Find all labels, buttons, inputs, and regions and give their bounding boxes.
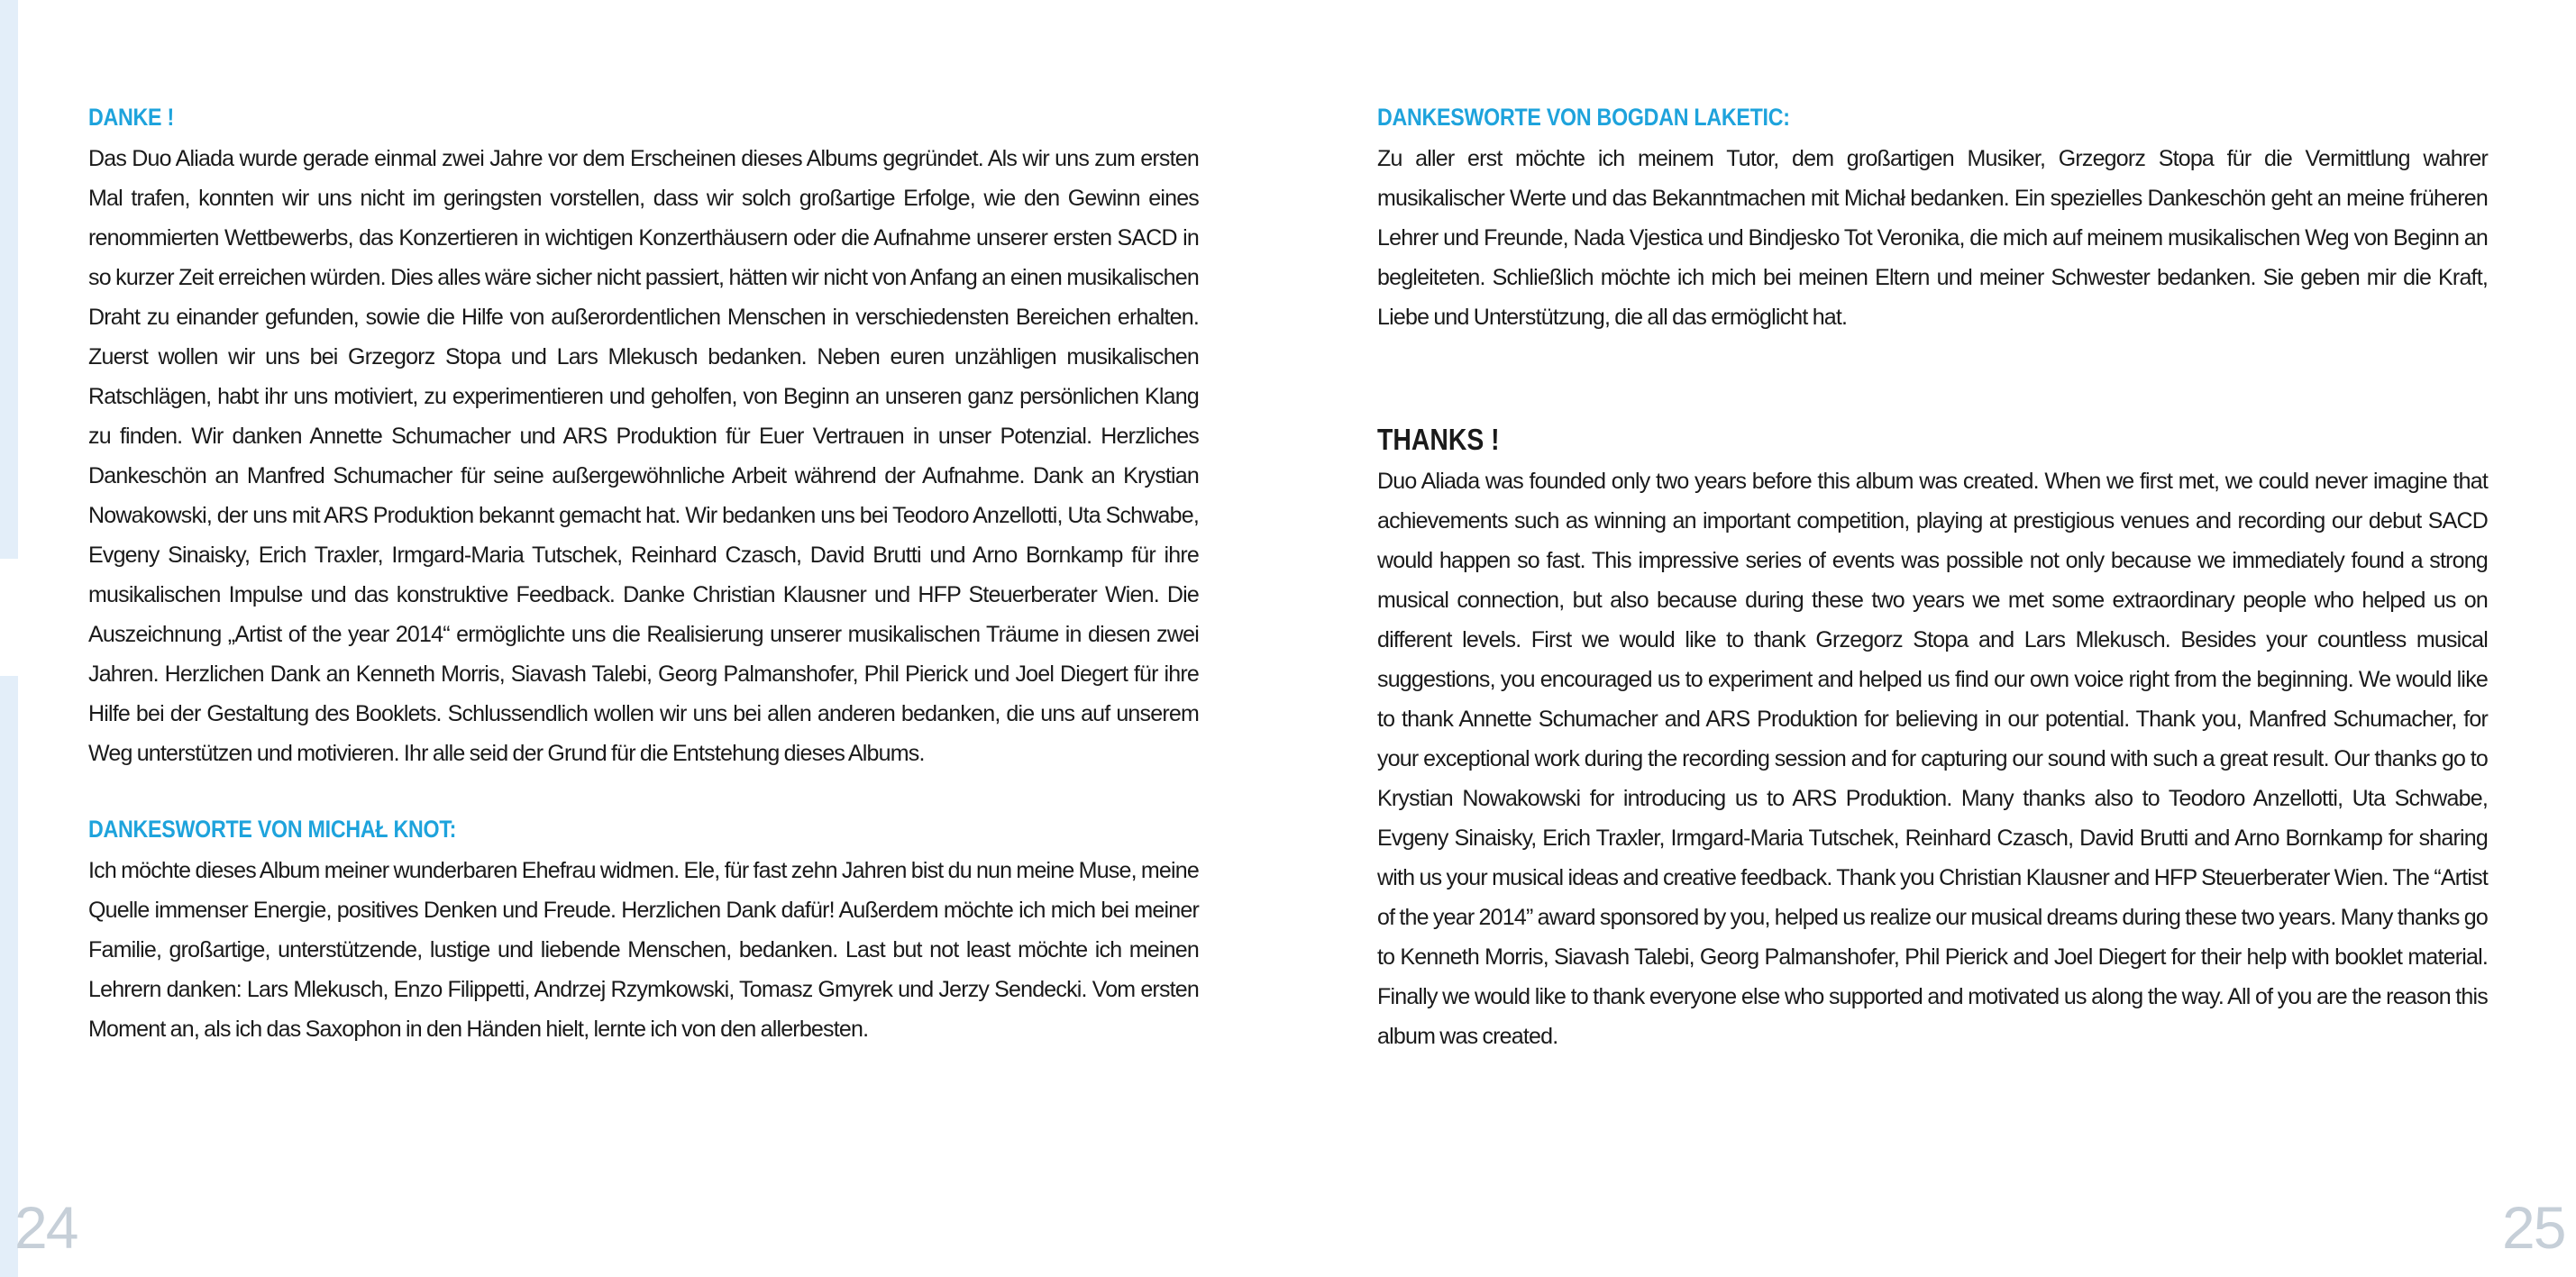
michal-knot-heading: DANKESWORTE VON MICHAŁ KNOT: — [88, 816, 457, 843]
page-edge-bar-top — [0, 0, 18, 559]
thanks-heading: THANKS ! — [1377, 423, 1500, 456]
right-page-column — [1377, 101, 2488, 1056]
bogdan-laketic-paragraph: Zu aller erst möchte ich meinem Tutor, dem großartigen Musiker, Grzegorz Stopa für die Vermittlung wahrer musikalischer Werte und das Bekanntmachen mit Michał bedanken. Ein spezielles Dankeschön geht an meine früheren Lehrer und Freunde, Nada Vjestica und Bindjesko Tot Veronika, die mich auf meinem musikalischen Weg von Beginn an begleiteten. Schließlich möchte ich mich bei meinen Eltern und meiner Schwester bedanken. Sie geben mir die Kraft, Liebe und Unterstützung, die all das ermöglicht hat. — [1377, 146, 2488, 330]
page-number-left: 24 — [14, 1194, 78, 1261]
page-number-right: 25 — [2502, 1194, 2565, 1261]
left-page-column — [88, 101, 1199, 1049]
section-spacer — [1377, 337, 2488, 422]
michal-knot-paragraph: Ich möchte dieses Album meiner wunderbaren Ehefrau widmen. Ele, für fast zehn Jahren bist du nun meine Muse, meine Quelle immenser Energie, positives Denken und Freude. Herzlichen Dank dafür! Außerdem möchte ich mich bei meiner Familie, großartige, unterstützende, lustige und liebende Menschen, bedanken. Last but not least möchte ich meinen Lehrern danken: Lars Mlekusch, Enzo Filippetti, Andrzej Rzymkowski, Tomasz Gmyrek und Jerzy Sendecki. Vom ersten Moment an, als ich das Saxophon in den Händen hielt, lernte ich von den allerbesten. — [88, 858, 1199, 1042]
danke-paragraph: Das Duo Aliada wurde gerade einmal zwei Jahre vor dem Erscheinen dieses Albums gegründet. Als wir uns zum ersten Mal trafen, konnten wir uns nicht im geringsten vorstellen, dass wir solch großartige Erfolge, wie den Gewinn eines renommierten Wettbewerbs, das Konzertieren in wichtigen Konzerthäusern oder die Aufnahme unserer ersten SACD in so kurzer Zeit erreichen würden. Dies alles wäre sicher nicht passiert, hätten wir nicht von Anfang an einen musikalischen Draht zu einander gefunden, sowie die Hilfe von außerordentlichen Menschen in verschiedensten Bereichen erhalten. Zuerst wollen wir uns bei Grzegorz Stopa und Lars Mlekusch bedanken. Neben euren unzähligen musikalischen Ratschlägen, habt ihr uns motiviert, zu experimentieren und geholfen, von Beginn an unseren ganz persönlichen Klang zu finden. Wir danken Annette Schumacher und ARS Produktion für Euer Vertrauen in unser Potenzial. Herzliches Dankeschön an Manfred Schumacher für seine außergewöhnliche Arbeit während der Aufnahme. Dank an Krystian Nowakowski, der uns mit ARS Produktion bekannt gemacht hat. Wir bedanken uns bei Teodoro Anzellotti, Uta Schwabe, Evgeny Sinaisky, Erich Traxler, Irmgard-Maria Tutschek, Reinhard Czasch, David Brutti und Arno Bornkamp für ihre musikalischen Impulse und das konstruktive Feedback. Danke Christian Klausner und HFP Steuerberater Wien. Die Auszeichnung „Artist of the year 2014“ ermöglichte uns die Realisierung unserer musikalischen Träume in diesen zwei Jahren. Herzlichen Dank an Kenneth Morris, Siavash Talebi, Georg Palmanshofer, Phil Pierick und Joel Diegert für ihre Hilfe bei der Gestaltung des Booklets. Schlussendlich wollen wir uns bei allen anderen bedanken, die uns auf unserem Weg unterstützen und motivieren. Ihr alle seid der Grund für die Entstehung dieses Albums. — [88, 146, 1199, 766]
danke-heading: DANKE ! — [88, 104, 174, 131]
bogdan-laketic-heading: DANKESWORTE VON BOGDAN LAKETIC: — [1377, 104, 1790, 131]
section-spacer — [88, 773, 1199, 813]
page-edge-bar-bottom — [0, 676, 18, 1277]
thanks-paragraph: Duo Aliada was founded only two years before this album was created. When we first met, we could never imagine that achievements such as winning an important competition, playing at prestigious venues and recording our debut SACD would happen so fast. This impressive series of events was possible not only because we immediately found a strong musical connection, but also because during these two years we met some extraordinary people who helped us on different levels. First we would like to thank Grzegorz Stopa and Lars Mlekusch. Besides your countless musical suggestions, you encouraged us to experiment and helped us find our own voice right from the beginning. We would like to thank Annette Schumacher and ARS Produktion for believing in our potential. Thank you, Manfred Schumacher, for your exceptional work during the recording session and for capturing our sound with such a great result. Our thanks go to Krystian Nowakowski for introducing us to ARS Produktion. Many thanks also to Teodoro Anzellotti, Uta Schwabe, Evgeny Sinaisky, Erich Traxler, Irmgard-Maria Tutschek, Reinhard Czasch, David Brutti and Arno Bornkamp for sharing with us your musical ideas and creative feedback. Thank you Christian Klausner and HFP Steuerberater Wien. The “Artist of the year 2014” award sponsored by you, helped us realize our musical dreams during these two years. Many thanks go to Kenneth Morris, Siavash Talebi, Georg Palmanshofer, Phil Pierick and Joel Diegert for their help with booklet material. Finally we would like to thank everyone else who supported and motivated us along the way. All of you are the reason this album was created. — [1377, 469, 2488, 1049]
